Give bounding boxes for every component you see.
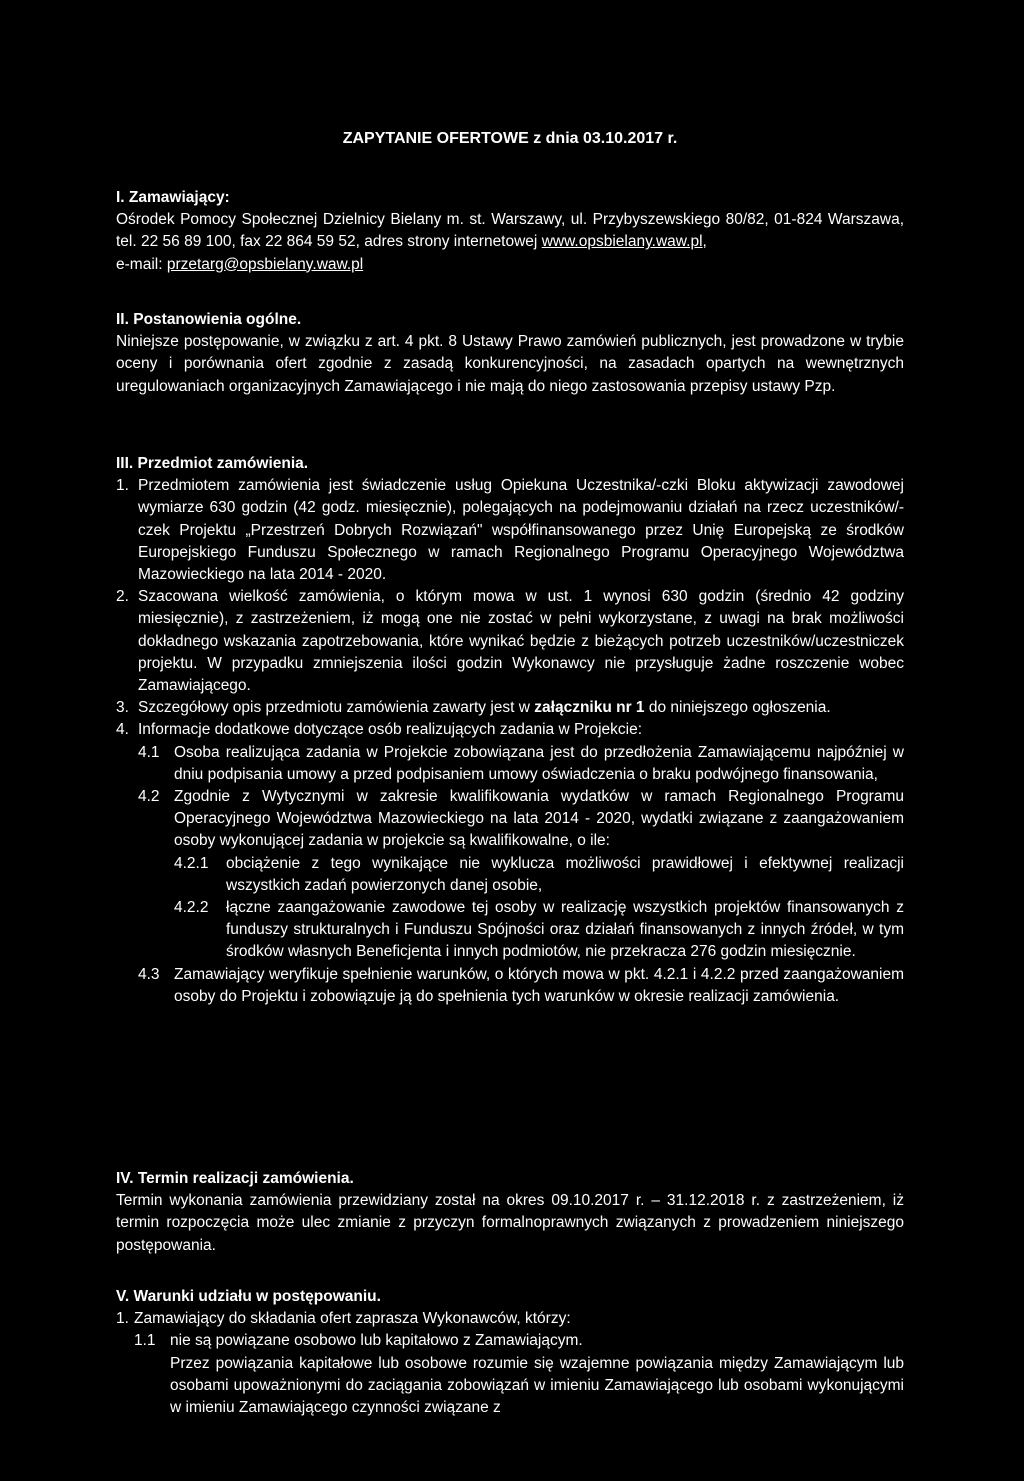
list-item: 4.2 Zgodnie z Wytycznymi w zakresie kwalifikowania wydatków w ramach Regionalnego Programu Operacyjnego Województwa Mazowieckiego na lata 2014 - 2020, wydatki związane z zaangażowaniem osoby wykonującej zadania w projekcie są kwalifikowalne, o ile:: [138, 788, 904, 850]
email-link[interactable]: przetarg@opsbielany.waw.pl: [166, 255, 364, 273]
list-item: 4.2.1 obciążenie z tego wynikające nie wyklucza możliwości prawidłowej i efektywnej realizacji wszystkich zadań powierzonych danej osobie,: [174, 854, 904, 894]
section-heading: II. Postanowienia ogólne.: [116, 311, 302, 328]
section-przedmiot: [116, 453, 904, 1008]
section-zamawiajacy: [116, 187, 904, 276]
attachment-reference: załączniku nr 1: [534, 699, 645, 717]
section-heading: V. Warunki udziału w postępowaniu.: [116, 1288, 381, 1305]
list-item: 1. Przedmiotem zamówienia jest świadczenie usług Opiekuna Uczestnika/-czki Bloku aktywizacji zawodowej wymiarze 630 godzin (42 godz. miesięcznie), polegających na podejmowaniu działań na rzecz uczestników/-czek Projektu „Przestrzeń Dobrych Rozwiązań" współfinansowanego przez Unię Europejską ze środków Europejskiego Funduszu Społecznego w ramach Regionalnego Programu Operacyjnego Województwa Mazowieckiego na lata 2014 - 2020.: [116, 477, 904, 584]
list-item: 4.1 Osoba realizująca zadania w Projekcie zobowiązana jest do przedłożenia Zamawiającemu najpóźniej w dniu podpisania umowy a przed podpisaniem umowy oświadczenia o braku podwójnego finansowania,: [138, 743, 904, 783]
section-text: Termin wykonania zamówienia przewidziany został na okres 09.10.2017 r. – 31.12.2018 r. z zastrzeżeniem, iż termin rozpoczęcia może ulec zmianie z przyczyn formalnoprawnych związanych z prowadzeniem niniejszego postępowania.: [116, 1192, 904, 1254]
section-text: Ośrodek Pomocy Społecznej Dzielnicy Bielany m. st. Warszawy, ul. Przybyszewskiego 80/82, 01-824 Warszawa, tel. 22 56 89 100, fax 22 864 59 52, adres strony internetowej www.opsbielany.waw.pl, e-mail: przetarg@opsbielany.waw.pl: [116, 211, 904, 273]
list-item: 1. Zamawiający do składania ofert zaprasza Wykonawców, którzy:: [116, 1310, 571, 1328]
list-item: 4.3 Zamawiający weryfikuje spełnienie warunków, o których mowa w pkt. 4.2.1 i 4.2.2 przed zaangażowaniem osoby do Projektu i zobowiązuje ją do spełnienia tych warunków w okresie realizacji zamówienia.: [138, 965, 904, 1005]
section-postanowienia: [116, 309, 904, 398]
website-link[interactable]: www.opsbielany.waw.pl: [541, 233, 703, 251]
list-item: 1.1 nie są powiązane osobowo lub kapitałowo z Zamawiającym.: [134, 1332, 583, 1350]
section-heading: III. Przedmiot zamówienia.: [116, 455, 309, 472]
section-warunki: [116, 1286, 904, 1419]
list-item: 4. Informacje dodatkowe dotyczące osób realizujących zadania w Projekcie:: [116, 721, 643, 739]
list-item: 4.2.2 łączne zaangażowanie zawodowe tej osoby w realizację wszystkich projektów finansowanych z funduszy strukturalnych i Funduszu Spójności oraz działań finansowanych z innych źródeł, w tym środków własnych Beneficjenta i innych podmiotów, nie przekracza 276 godzin miesięcznie.: [174, 899, 904, 961]
section-heading: IV. Termin realizacji zamówienia.: [116, 1170, 354, 1187]
list-item: 3. Szczegółowy opis przedmiotu zamówienia zawarty jest w załączniku nr 1 do niniejszego ogłoszenia.: [116, 699, 831, 717]
list-item: 2. Szacowana wielkość zamówienia, o którym mowa w ust. 1 wynosi 630 godzin (średnio 42 godziny miesięcznie), z zastrzeżeniem, iż mogą one nie zostać w pełni wykorzystane, z uwagi na brak możliwości dokładnego wskazania zapotrzebowania, które wynikać będzie z bieżących potrzeb uczestników/uczestniczek projektu. W przypadku zmniejszenia ilości godzin Wykonawcy nie przysługuje żadne roszczenie wobec Zamawiającego.: [116, 588, 904, 695]
document-title: ZAPYTANIE OFERTOWE z dnia 03.10.2017 r.: [342, 130, 678, 147]
section-text: Przez powiązania kapitałowe lub osobowe rozumie się wzajemne powiązania między Zamawiającym lub osobami upoważnionymi do zaciągania zobowiązań w imieniu Zamawiającego lub osobami wykonującymi w imieniu Zamawiającego czynności związane z: [170, 1354, 904, 1417]
section-termin: [116, 1168, 904, 1257]
section-text: Niniejsze postępowanie, w związku z art. 4 pkt. 8 Ustawy Prawo zamówień publicznych, jest prowadzone w trybie oceny i porównania ofert zgodnie z zasadą konkurencyjności, na zasadach opartych na wewnętrznych uregulowaniach organizacyjnych Zamawiającego i nie mają do niego zastosowania przepisy ustawy Pzp.: [116, 333, 904, 395]
section-heading: I. Zamawiający:: [116, 189, 230, 206]
